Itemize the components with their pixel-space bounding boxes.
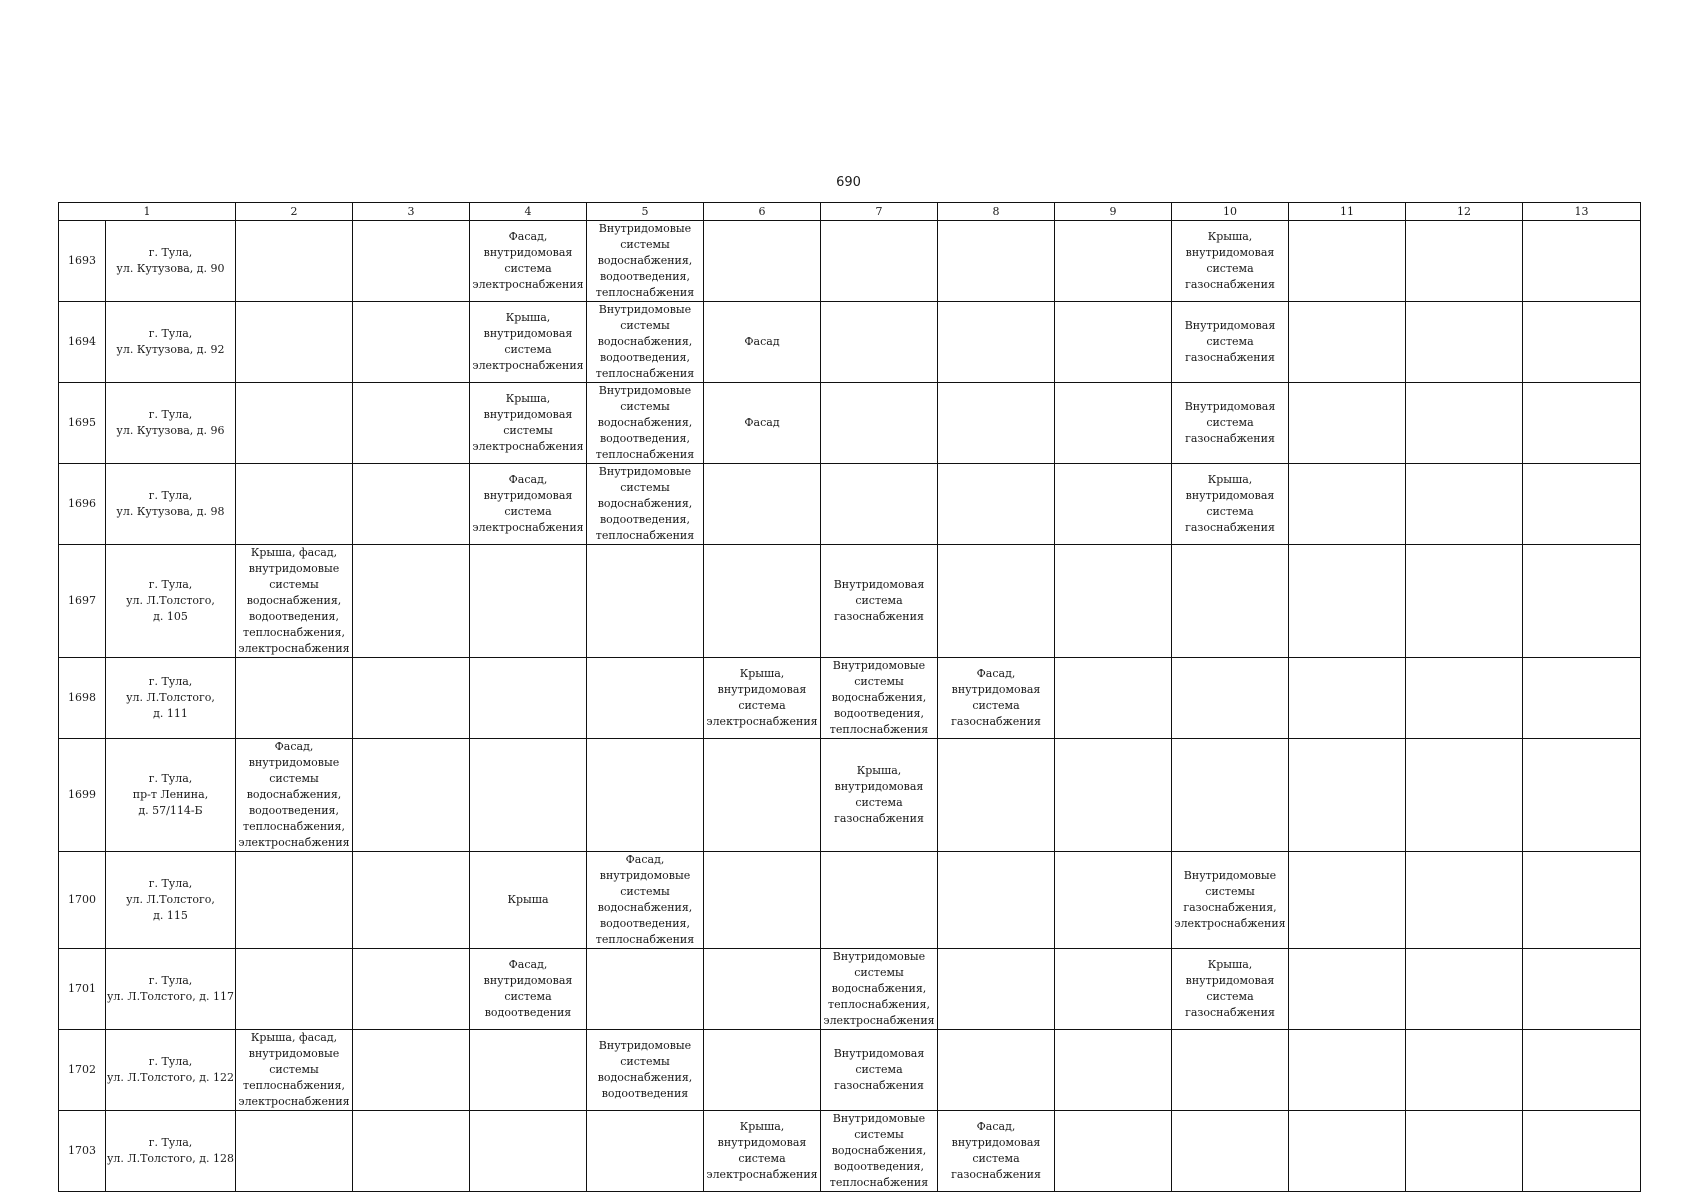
page-number: 690 — [836, 175, 861, 190]
work-cell-12 — [1406, 1030, 1523, 1111]
work-cell-12 — [1406, 383, 1523, 464]
work-text: Крыша, внутридомовая системы электроснабжения — [472, 392, 584, 453]
work-cell-4 — [470, 949, 587, 1030]
work-cell-9 — [1055, 383, 1172, 464]
work-text: Внутридомовые системы водоснабжения, водоотведения, теплоснабжения — [595, 222, 695, 299]
work-cell-11 — [1289, 383, 1406, 464]
work-cell-12 — [1406, 739, 1523, 852]
work-cell-2 — [236, 1111, 353, 1192]
work-text: Внутридомовые системы водоснабжения, водоотведения, теплоснабжения — [595, 384, 695, 461]
work-cell-9 — [1055, 545, 1172, 658]
column-header-13: 13 — [1523, 203, 1641, 221]
row-number: 1694 — [68, 335, 96, 348]
address-text: г. Тула, ул. Кутузова, д. 98 — [116, 489, 225, 518]
work-cell-10 — [1172, 852, 1289, 949]
work-cell-4 — [470, 545, 587, 658]
work-cell-2 — [236, 852, 353, 949]
work-cell-4 — [470, 383, 587, 464]
work-cell-6 — [704, 221, 821, 302]
address-cell — [106, 852, 236, 949]
work-cell-5 — [587, 1030, 704, 1111]
column-header-8: 8 — [938, 203, 1055, 221]
work-cell-6 — [704, 739, 821, 852]
row-number: 1695 — [68, 416, 96, 429]
work-text: Внутридомовая система газоснабжения — [1184, 400, 1276, 445]
row-number-cell — [59, 383, 106, 464]
work-cell-11 — [1289, 658, 1406, 739]
work-cell-4 — [470, 658, 587, 739]
address-text: г. Тула, ул. Л.Толстого, д. 105 — [126, 578, 215, 623]
work-cell-4 — [470, 302, 587, 383]
work-text: Крыша, фасад, внутридомовые системы водоснабжения, водоотведения, теплоснабжения, электроснабжения — [238, 546, 350, 655]
work-cell-7 — [821, 852, 938, 949]
work-cell-7 — [821, 739, 938, 852]
work-text: Внутридомовые системы водоснабжения, водоотведения — [597, 1039, 693, 1100]
address-cell — [106, 464, 236, 545]
address-text: г. Тула, ул. Л.Толстого, д. 111 — [126, 675, 215, 720]
work-text: Внутридомовые системы водоснабжения, водоотведения, теплоснабжения — [829, 1112, 929, 1189]
row-number: 1701 — [68, 982, 96, 995]
row-number: 1699 — [68, 788, 96, 801]
work-cell-7 — [821, 1111, 938, 1192]
work-cell-12 — [1406, 949, 1523, 1030]
work-cell-11 — [1289, 464, 1406, 545]
table-row — [59, 1111, 1641, 1192]
column-header-3: 3 — [353, 203, 470, 221]
column-header-7: 7 — [821, 203, 938, 221]
work-cell-2 — [236, 739, 353, 852]
work-cell-11 — [1289, 545, 1406, 658]
work-cell-9 — [1055, 1030, 1172, 1111]
work-cell-11 — [1289, 1030, 1406, 1111]
work-cell-9 — [1055, 464, 1172, 545]
work-cell-2 — [236, 545, 353, 658]
work-text: Внутридомовые системы водоснабжения, теплоснабжения, электроснабжения — [823, 950, 935, 1027]
work-cell-7 — [821, 1030, 938, 1111]
work-text: Внутридомовая система газоснабжения — [833, 1047, 925, 1092]
work-cell-12 — [1406, 1111, 1523, 1192]
row-number: 1703 — [68, 1144, 96, 1157]
address-cell — [106, 545, 236, 658]
work-text: Крыша, внутридомовая система газоснабжения — [1185, 473, 1275, 534]
address-cell — [106, 1111, 236, 1192]
work-cell-2 — [236, 1030, 353, 1111]
work-cell-10 — [1172, 949, 1289, 1030]
work-cell-10 — [1172, 1111, 1289, 1192]
table-row — [59, 302, 1641, 383]
work-cell-5 — [587, 545, 704, 658]
address-text: г. Тула, ул. Кутузова, д. 96 — [116, 408, 225, 437]
work-cell-4 — [470, 1111, 587, 1192]
row-number-cell — [59, 464, 106, 545]
column-header-row — [59, 203, 1641, 221]
column-header-4: 4 — [470, 203, 587, 221]
work-text: Крыша, внутридомовая система газоснабжения — [1185, 230, 1275, 291]
work-cell-13 — [1523, 221, 1641, 302]
work-cell-10 — [1172, 221, 1289, 302]
work-cell-7 — [821, 949, 938, 1030]
row-number-cell — [59, 221, 106, 302]
work-cell-11 — [1289, 302, 1406, 383]
row-number-cell — [59, 1030, 106, 1111]
work-cell-5 — [587, 949, 704, 1030]
work-cell-6 — [704, 464, 821, 545]
work-text: Крыша — [507, 893, 549, 906]
work-cell-9 — [1055, 852, 1172, 949]
repair-schedule-table — [58, 202, 1641, 1192]
work-cell-5 — [587, 1111, 704, 1192]
work-cell-6 — [704, 949, 821, 1030]
work-cell-8 — [938, 383, 1055, 464]
table-row — [59, 852, 1641, 949]
table-row — [59, 739, 1641, 852]
work-text: Фасад — [744, 335, 780, 348]
row-number: 1698 — [68, 691, 96, 704]
work-cell-11 — [1289, 949, 1406, 1030]
work-cell-3 — [353, 1030, 470, 1111]
work-cell-2 — [236, 949, 353, 1030]
work-cell-3 — [353, 221, 470, 302]
address-cell — [106, 739, 236, 852]
work-cell-10 — [1172, 658, 1289, 739]
work-cell-12 — [1406, 464, 1523, 545]
address-text: г. Тула, ул. Л.Толстого, д. 128 — [106, 1136, 235, 1165]
work-cell-13 — [1523, 852, 1641, 949]
work-cell-4 — [470, 221, 587, 302]
work-cell-3 — [353, 545, 470, 658]
work-cell-11 — [1289, 739, 1406, 852]
work-text: Фасад, внутридомовые системы водоснабжения, водоотведения, теплоснабжения, электроснабжения — [238, 740, 350, 849]
column-header-12: 12 — [1406, 203, 1523, 221]
column-header-6: 6 — [704, 203, 821, 221]
work-cell-10 — [1172, 739, 1289, 852]
row-number: 1696 — [68, 497, 96, 510]
work-cell-6 — [704, 545, 821, 658]
work-cell-13 — [1523, 545, 1641, 658]
work-cell-13 — [1523, 1030, 1641, 1111]
work-text: Крыша, фасад, внутридомовые системы теплоснабжения, электроснабжения — [238, 1031, 350, 1108]
column-header-2: 2 — [236, 203, 353, 221]
row-number: 1700 — [68, 893, 96, 906]
work-cell-13 — [1523, 302, 1641, 383]
address-text: г. Тула, ул. Л.Толстого, д. 122 — [106, 1055, 235, 1084]
work-text: Фасад, внутридомовые системы водоснабжения, водоотведения, теплоснабжения — [595, 853, 695, 946]
work-text: Внутридомовые системы водоснабжения, водоотведения, теплоснабжения — [595, 303, 695, 380]
work-cell-6 — [704, 1030, 821, 1111]
work-cell-8 — [938, 221, 1055, 302]
work-text: Фасад, внутридомовая система газоснабжения — [951, 1120, 1041, 1181]
work-cell-7 — [821, 464, 938, 545]
work-cell-13 — [1523, 949, 1641, 1030]
address-cell — [106, 658, 236, 739]
address-text: г. Тула, ул. Кутузова, д. 90 — [116, 246, 225, 275]
work-cell-12 — [1406, 221, 1523, 302]
row-number-cell — [59, 739, 106, 852]
work-text: Внутридомовая система газоснабжения — [1184, 319, 1276, 364]
work-cell-11 — [1289, 221, 1406, 302]
table-row — [59, 464, 1641, 545]
work-cell-4 — [470, 852, 587, 949]
work-cell-8 — [938, 658, 1055, 739]
work-cell-3 — [353, 302, 470, 383]
work-cell-2 — [236, 383, 353, 464]
work-cell-5 — [587, 383, 704, 464]
work-cell-8 — [938, 852, 1055, 949]
row-number-cell — [59, 658, 106, 739]
work-cell-13 — [1523, 739, 1641, 852]
work-cell-6 — [704, 383, 821, 464]
work-cell-8 — [938, 1030, 1055, 1111]
work-cell-6 — [704, 658, 821, 739]
work-cell-5 — [587, 739, 704, 852]
work-cell-4 — [470, 464, 587, 545]
work-text: Крыша, внутридомовая система электроснабжения — [706, 1120, 818, 1181]
column-header-9: 9 — [1055, 203, 1172, 221]
work-cell-10 — [1172, 302, 1289, 383]
work-text: Фасад, внутридомовая система электроснабжения — [472, 473, 584, 534]
work-cell-9 — [1055, 739, 1172, 852]
address-text: г. Тула, ул. Л.Толстого, д. 115 — [126, 877, 215, 922]
address-text: г. Тула, пр-т Ленина, д. 57/114-Б — [132, 772, 209, 817]
work-cell-9 — [1055, 221, 1172, 302]
work-cell-12 — [1406, 545, 1523, 658]
work-cell-7 — [821, 545, 938, 658]
table-row — [59, 1030, 1641, 1111]
work-cell-9 — [1055, 1111, 1172, 1192]
work-cell-9 — [1055, 302, 1172, 383]
work-cell-8 — [938, 949, 1055, 1030]
work-cell-5 — [587, 302, 704, 383]
work-text: Фасад — [744, 416, 780, 429]
table-row — [59, 949, 1641, 1030]
column-header-5: 5 — [587, 203, 704, 221]
work-cell-8 — [938, 1111, 1055, 1192]
table-row — [59, 221, 1641, 302]
work-text: Фасад, внутридомовая система электроснабжения — [472, 230, 584, 291]
work-cell-10 — [1172, 464, 1289, 545]
address-cell — [106, 302, 236, 383]
work-cell-4 — [470, 1030, 587, 1111]
address-text: г. Тула, ул. Л.Толстого, д. 117 — [106, 974, 235, 1003]
work-text: Фасад, внутридомовая система газоснабжения — [951, 667, 1041, 728]
address-cell — [106, 221, 236, 302]
work-cell-5 — [587, 221, 704, 302]
work-text: Внутридомовые системы газоснабжения, электроснабжения — [1174, 869, 1286, 930]
work-cell-10 — [1172, 545, 1289, 658]
column-header-11: 11 — [1289, 203, 1406, 221]
work-cell-3 — [353, 658, 470, 739]
work-text: Внутридомовые системы водоснабжения, водоотведения, теплоснабжения — [829, 659, 929, 736]
work-cell-5 — [587, 658, 704, 739]
work-cell-7 — [821, 221, 938, 302]
work-cell-2 — [236, 464, 353, 545]
work-cell-9 — [1055, 658, 1172, 739]
work-cell-10 — [1172, 383, 1289, 464]
row-number: 1693 — [68, 254, 96, 267]
work-cell-12 — [1406, 302, 1523, 383]
work-text: Внутридомовая система газоснабжения — [833, 578, 925, 623]
work-cell-2 — [236, 302, 353, 383]
work-cell-11 — [1289, 1111, 1406, 1192]
work-cell-8 — [938, 302, 1055, 383]
column-header-10: 10 — [1172, 203, 1289, 221]
row-number-cell — [59, 1111, 106, 1192]
row-number: 1697 — [68, 594, 96, 607]
address-cell — [106, 383, 236, 464]
work-cell-8 — [938, 739, 1055, 852]
table-row — [59, 658, 1641, 739]
work-cell-8 — [938, 464, 1055, 545]
work-text: Фасад, внутридомовая система водоотведения — [483, 958, 573, 1019]
work-cell-7 — [821, 658, 938, 739]
work-cell-5 — [587, 464, 704, 545]
work-text: Крыша, внутридомовая система электроснабжения — [472, 311, 584, 372]
address-cell — [106, 1030, 236, 1111]
work-cell-8 — [938, 545, 1055, 658]
row-number-cell — [59, 949, 106, 1030]
table-row — [59, 545, 1641, 658]
work-cell-3 — [353, 464, 470, 545]
work-cell-12 — [1406, 658, 1523, 739]
work-cell-7 — [821, 302, 938, 383]
work-cell-3 — [353, 739, 470, 852]
row-number: 1702 — [68, 1063, 96, 1076]
work-cell-6 — [704, 1111, 821, 1192]
work-cell-3 — [353, 383, 470, 464]
work-cell-4 — [470, 739, 587, 852]
table-row — [59, 383, 1641, 464]
row-number-cell — [59, 545, 106, 658]
work-cell-7 — [821, 383, 938, 464]
work-cell-13 — [1523, 383, 1641, 464]
work-cell-11 — [1289, 852, 1406, 949]
work-cell-3 — [353, 949, 470, 1030]
work-cell-2 — [236, 658, 353, 739]
work-cell-6 — [704, 852, 821, 949]
address-cell — [106, 949, 236, 1030]
work-cell-2 — [236, 221, 353, 302]
work-cell-3 — [353, 852, 470, 949]
work-cell-6 — [704, 302, 821, 383]
work-cell-9 — [1055, 949, 1172, 1030]
work-text: Крыша, внутридомовая система электроснабжения — [706, 667, 818, 728]
work-cell-13 — [1523, 464, 1641, 545]
work-text: Внутридомовые системы водоснабжения, водоотведения, теплоснабжения — [595, 465, 695, 542]
row-number-cell — [59, 302, 106, 383]
work-cell-3 — [353, 1111, 470, 1192]
work-text: Крыша, внутридомовая система газоснабжения — [834, 764, 924, 825]
work-cell-12 — [1406, 852, 1523, 949]
work-cell-13 — [1523, 658, 1641, 739]
work-cell-10 — [1172, 1030, 1289, 1111]
work-text: Крыша, внутридомовая система газоснабжения — [1185, 958, 1275, 1019]
table-body — [59, 203, 1641, 1192]
column-header-1: 1 — [59, 203, 236, 221]
row-number-cell — [59, 852, 106, 949]
address-text: г. Тула, ул. Кутузова, д. 92 — [116, 327, 225, 356]
work-cell-13 — [1523, 1111, 1641, 1192]
work-cell-5 — [587, 852, 704, 949]
